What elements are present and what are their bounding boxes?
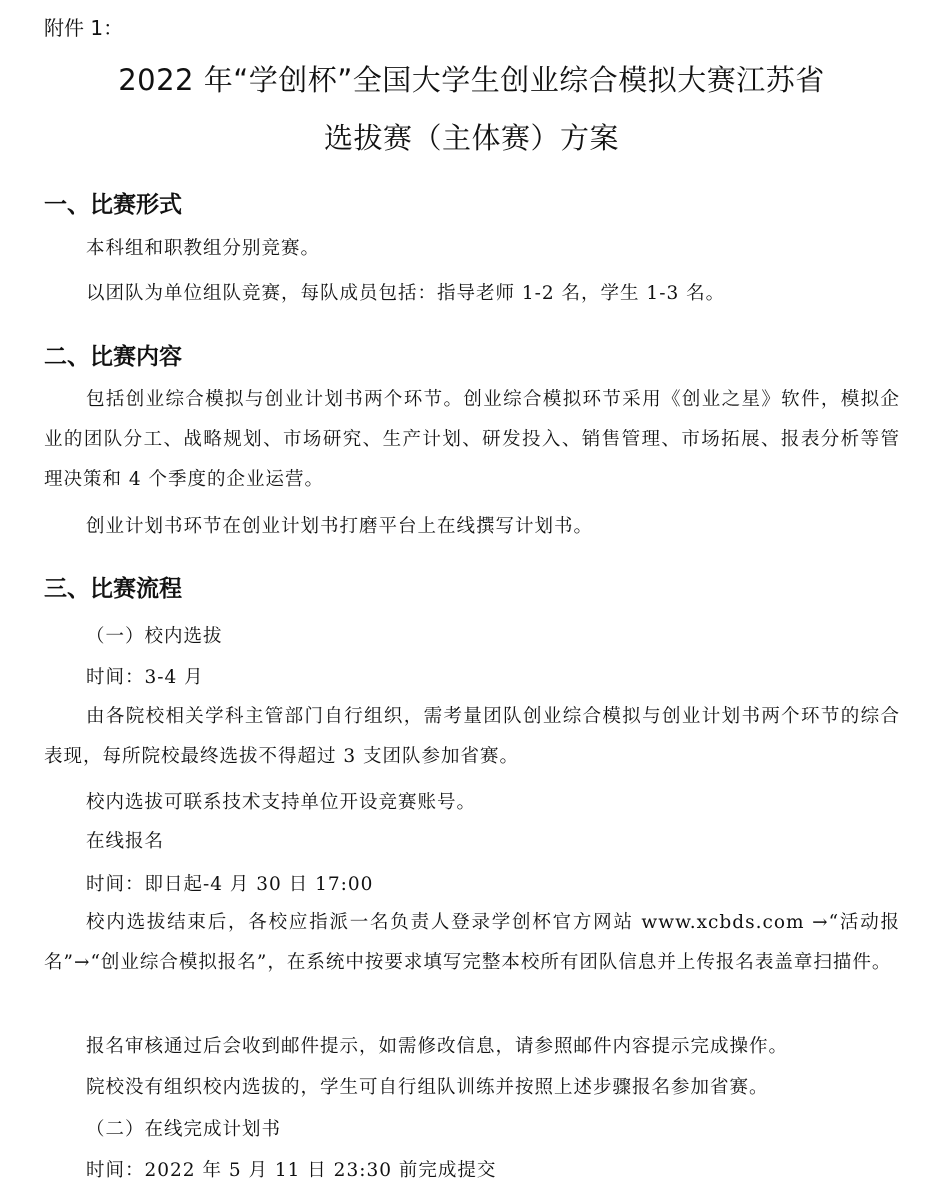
section-heading-content: 二、比赛内容 (44, 344, 182, 370)
section-heading-format: 一、比赛形式 (44, 192, 182, 218)
paragraph: 由各院校相关学科主管部门自行组织，需考量团队创业综合模拟与创业计划书两个环节的综合表现，每所院校最终选拔不得超过 3 支团队参加省赛。 (44, 706, 900, 767)
time-line: 时间：即日起-4 月 30 日 17:00 (86, 874, 374, 895)
paragraph: 创业计划书环节在创业计划书打磨平台上在线撰写计划书。 (86, 516, 594, 537)
subsection-heading: （一）校内选拔 (86, 626, 223, 647)
time-line: 时间：3-4 月 (86, 667, 204, 688)
paragraph: 院校没有组织校内选拔的，学生可自行组队训练并按照上述步骤报名参加省赛。 (86, 1077, 769, 1098)
time-line: 时间：2022 年 5 月 11 日 23:30 前完成提交 (86, 1160, 497, 1181)
paragraph: 本科组和职教组分别竞赛。 (86, 238, 321, 259)
section-heading-process: 三、比赛流程 (44, 576, 182, 602)
paragraph: 校内选拔结束后，各校应指派一名负责人登录学创杯官方网站 www.xcbds.com →“活动报名”→“创业综合模拟报名”，在系统中按要求填写完整本校所有团队信息并上传报名表盖章扫描件。 (44, 912, 900, 973)
subsection-heading: （二）在线完成计划书 (86, 1119, 282, 1140)
paragraph: 包括创业综合模拟与创业计划书两个环节。创业综合模拟环节采用《创业之星》软件，模拟企业的团队分工、战略规划、市场研究、生产计划、研发投入、销售管理、市场拓展、报表分析等管理决策和 4 个季度的企业运营。 (44, 389, 900, 490)
attachment-label: 附件 1： (44, 16, 124, 40)
document-title-line-2: 选拔赛（主体赛）方案 (323, 121, 619, 155)
document-title-line-1: 2022 年“学创杯”全国大学生创业综合模拟大赛江苏省 (118, 63, 825, 97)
paragraph: 校内选拔可联系技术支持单位开设竞赛账号。 (86, 792, 477, 813)
paragraph: 报名审核通过后会收到邮件提示，如需修改信息，请参照邮件内容提示完成操作。 (86, 1036, 789, 1057)
subsection-heading: 在线报名 (86, 831, 165, 852)
paragraph: 以团队为单位组队竞赛，每队成员包括：指导老师 1-2 名，学生 1-3 名。 (86, 283, 726, 304)
